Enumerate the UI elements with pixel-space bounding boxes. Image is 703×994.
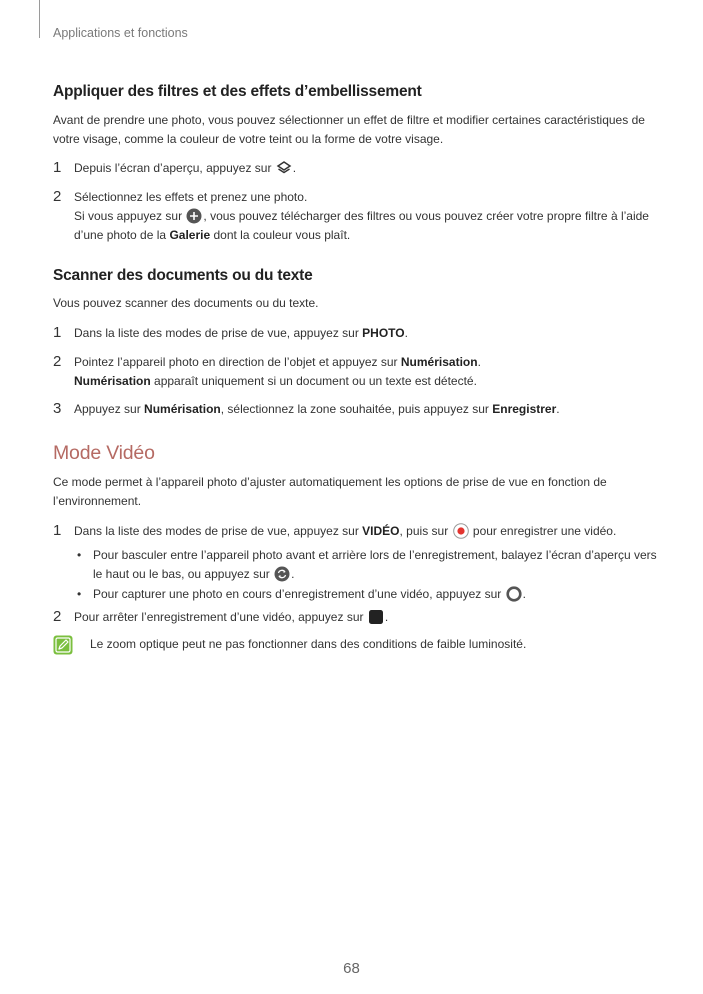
filters-step-1 xyxy=(53,159,658,178)
video-intro: Ce mode permet à l’appareil photo d’ajuster automatiquement les options de prise de vue en fonction de l’environnement. xyxy=(53,475,607,508)
switch-camera-icon xyxy=(274,566,290,582)
video-step-1 xyxy=(53,522,658,541)
filters-intro-block xyxy=(53,111,658,149)
scan-step-2 xyxy=(53,353,658,391)
add-filter-icon xyxy=(186,208,202,224)
scan-label: Numérisation xyxy=(74,374,151,388)
stop-icon xyxy=(368,609,384,625)
bullet-dot: • xyxy=(77,587,82,601)
step-text: , vous pouvez télécharger des filtres ou vous pouvez créer votre propre filtre à l’aide d’une photo de la xyxy=(74,209,649,242)
video-intro-block xyxy=(53,473,658,511)
step-text-end: . xyxy=(404,326,408,340)
video-heading: Mode Vidéo xyxy=(53,442,155,464)
step-text: , puis sur xyxy=(399,524,449,538)
bullet-dot: • xyxy=(77,548,82,562)
note-icon xyxy=(53,635,73,655)
step-text: Depuis l’écran d’aperçu, appuyez sur xyxy=(74,161,272,175)
bullet-text-end: . xyxy=(291,567,295,581)
step-number: 3 xyxy=(53,400,62,417)
step-number: 2 xyxy=(53,353,62,370)
bullet-text-end: . xyxy=(522,587,526,601)
page-number: 68 xyxy=(343,960,360,977)
step-text-end: . xyxy=(556,402,560,416)
step-text-end: . xyxy=(384,610,389,624)
step-text: Dans la liste des modes de prise de vue, appuyez sur xyxy=(74,326,359,340)
photo-mode-label: PHOTO xyxy=(362,326,405,340)
filter-effects-icon xyxy=(276,160,292,176)
step-number: 2 xyxy=(53,608,62,625)
header-rule xyxy=(39,0,40,38)
step-text: Pointez l’appareil photo en direction de l’objet et appuyez sur xyxy=(74,355,398,369)
filters-step-2 xyxy=(53,188,658,245)
record-icon xyxy=(453,523,469,539)
video-mode-label: VIDÉO xyxy=(362,524,400,538)
filters-intro: Avant de prendre une photo, vous pouvez sélectionner un effet de filtre et modifier certaines caractéristiques de votre visage, comme la couleur de votre teint ou la forme de votre visage. xyxy=(53,113,645,146)
step-text: Si vous appuyez sur xyxy=(74,209,183,223)
video-bullet-1 xyxy=(53,546,658,584)
scan-intro: Vous pouvez scanner des documents ou du texte. xyxy=(53,296,319,310)
filters-heading-block xyxy=(53,83,658,101)
video-bullet-2 xyxy=(53,585,658,604)
scan-step-3 xyxy=(53,400,658,419)
step-text: Appuyez sur xyxy=(74,402,141,416)
video-heading-block xyxy=(53,442,658,465)
note-text: Le zoom optique peut ne pas fonctionner dans des conditions de faible luminosité. xyxy=(90,637,527,651)
bullet-text: Pour capturer une photo en cours d’enregistrement d’une vidéo, appuyez sur xyxy=(93,587,502,601)
step-text: dont la couleur vous plaît. xyxy=(213,228,351,242)
step-number: 1 xyxy=(53,159,62,176)
step-number: 1 xyxy=(53,522,62,539)
step-text: pour enregistrer une vidéo. xyxy=(472,524,617,538)
capture-icon xyxy=(506,586,522,602)
step-text: , sélectionnez la zone souhaitée, puis appuyez sur xyxy=(220,402,489,416)
step-text: Sélectionnez les effets et prenez une photo. xyxy=(74,190,308,204)
gallery-label: Galerie xyxy=(169,228,211,242)
step-text: Dans la liste des modes de prise de vue, appuyez sur xyxy=(74,524,359,538)
step-number: 2 xyxy=(53,188,62,205)
scan-heading: Scanner des documents ou du texte xyxy=(53,267,313,284)
scan-label: Numérisation xyxy=(144,402,221,416)
step-text: Pour arrêter l’enregistrement d’une vidéo, appuyez sur xyxy=(74,610,364,624)
header-title: Applications et fonctions xyxy=(53,26,188,40)
step-text: . xyxy=(477,355,481,369)
step-text: apparaît uniquement si un document ou un texte est détecté. xyxy=(154,374,477,388)
step-text-end: . xyxy=(292,161,297,175)
scan-heading-block xyxy=(53,267,658,285)
filters-heading: Appliquer des filtres et des effets d’embellissement xyxy=(53,83,422,100)
scan-label: Numérisation xyxy=(400,355,478,369)
bullet-text: Pour basculer entre l’appareil photo avant et arrière lors de l’enregistrement, balayez l’écran d’aperçu vers le haut ou le bas, ou appuyez sur xyxy=(93,548,657,581)
step-number: 1 xyxy=(53,324,62,341)
scan-intro-block xyxy=(53,294,658,313)
video-step-2 xyxy=(53,608,658,627)
save-label: Enregistrer xyxy=(492,402,557,416)
scan-step-1 xyxy=(53,324,658,343)
